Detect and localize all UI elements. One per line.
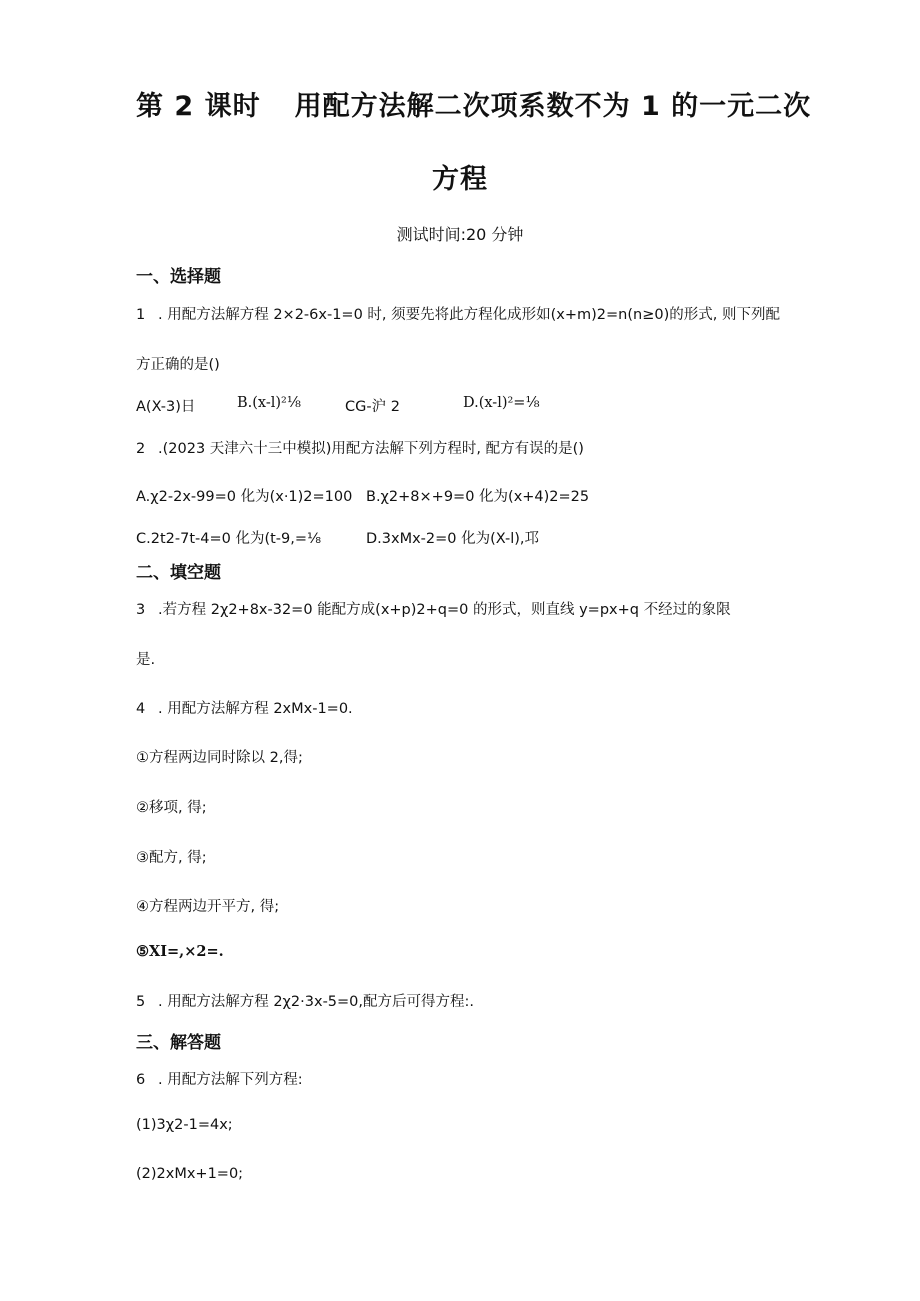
question-text: . 用配方法解方程 2χ2·3x-5=0,配方后可得方程:. [158,994,475,1010]
question-text: .若方程 2χ2+8x-32=0 能配方成(x+p)2+q=0 的形式，则直线 y=px+q 不经过的象限 [158,602,731,618]
question-3-continued: 是. [136,652,156,668]
q6-part-1: (1)3χ2-1=4x; [136,1117,233,1133]
question-number: 6 [136,1072,146,1088]
question-5 [136,990,474,1011]
title-line-1: 用配方法解二次项系数不为 1 的一元二次 [294,91,812,122]
question-1-continued: 方正确的是() [136,357,220,373]
question-text: . 用配方法解方程 2xMx-1=0. [158,701,353,717]
section-heading-choice: 一、选择题 [136,267,221,287]
q1-option-b: B.(x-l)²⅛ [237,395,301,411]
q2-option-a: A.χ2-2x-99=0 化为(x·1)2=100 [136,489,353,505]
page-title [136,84,811,123]
q1-option-a: A(X-3)日 [136,399,196,415]
question-number: 4 [136,701,146,717]
question-6 [136,1068,303,1089]
q6-part-2: (2)2xMx+1=0; [136,1166,244,1182]
q4-step-5: ⑤XI=,×2=. [136,943,224,960]
question-text: . 用配方法解下列方程: [158,1072,303,1088]
question-1 [136,303,780,324]
q2-option-b: B.χ2+8×+9=0 化为(x+4)2=25 [366,489,590,505]
question-text: . 用配方法解方程 2×2-6x-1=0 时, 须要先将此方程化成形如(x+m)2=n(n≥0)的形式, 则下列配 [158,307,780,323]
question-number: 3 [136,602,146,618]
question-3 [136,598,731,619]
question-2 [136,437,584,458]
title-line-2: 方程 [432,164,488,195]
q1-option-d: D.(x-l)²=⅛ [463,395,540,411]
q4-step-3: ③配方, 得; [136,850,207,866]
section-heading-fill: 二、填空题 [136,563,221,583]
lesson-label: 第 2 课时 [136,91,261,122]
q2-option-c: C.2t2-7t-4=0 化为(t-9,=⅛ [136,531,322,547]
q2-option-d: D.3xMx-2=0 化为(X-l),邛 [366,531,540,547]
q4-step-4: ④方程两边开平方, 得; [136,899,280,915]
q4-step-2: ②移项, 得; [136,800,207,816]
question-text: .(2023 天津六十三中模拟)用配方法解下列方程时, 配方有误的是() [158,441,584,457]
question-number: 2 [136,441,146,457]
test-time: 测试时间:20 分钟 [396,225,524,244]
section-heading-answer: 三、解答题 [136,1033,221,1053]
q4-step-1: ①方程两边同时除以 2,得; [136,750,303,766]
question-number: 1 [136,307,146,323]
q1-option-c: CG-沪 2 [345,399,400,415]
question-number: 5 [136,994,146,1010]
question-4 [136,697,353,718]
